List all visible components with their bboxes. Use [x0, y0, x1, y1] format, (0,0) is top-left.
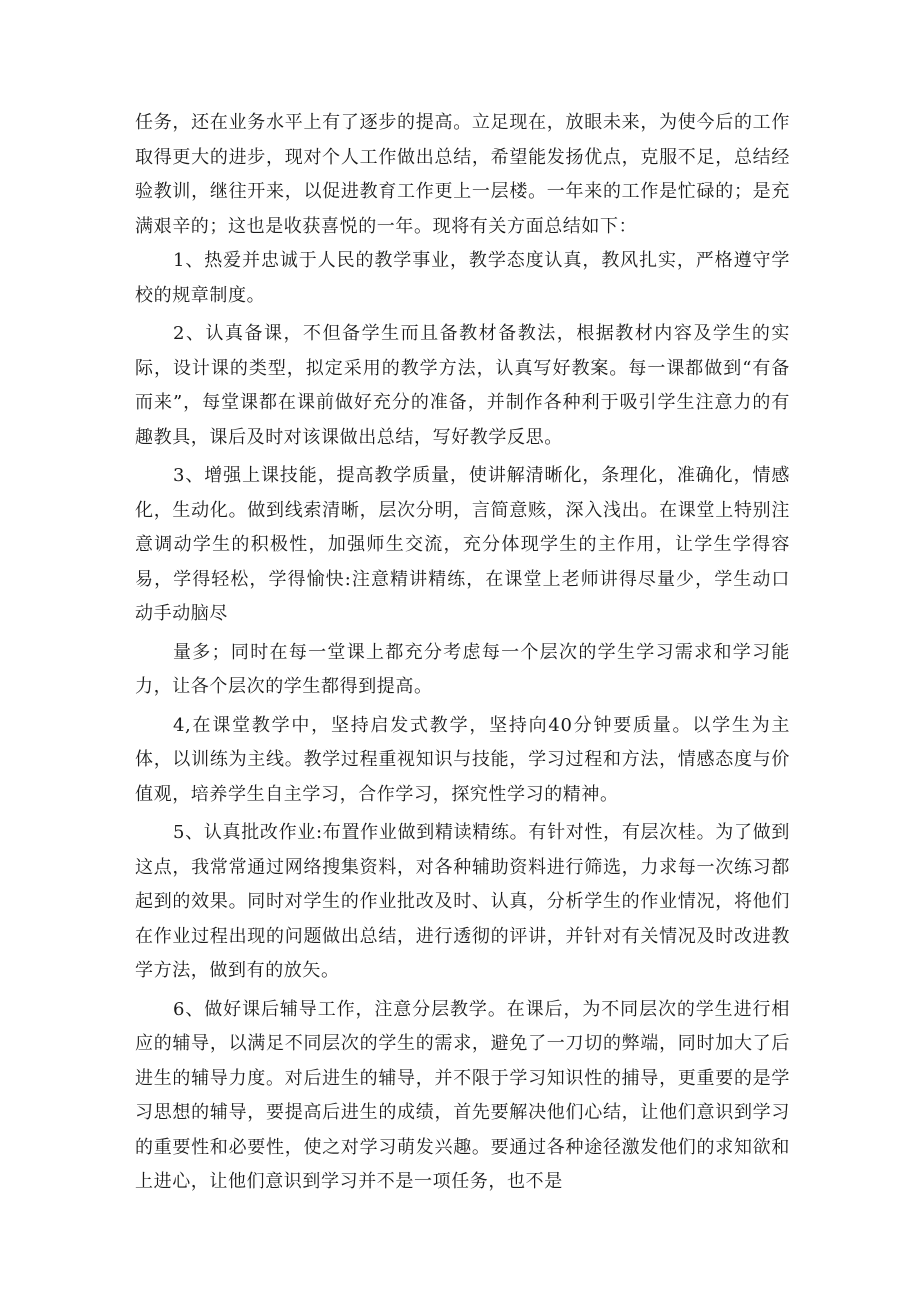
paragraph-item-1: 1、热爱并忠诚于人民的教学事业，教学态度认真，教风扎实，严格遵守学校的规章制度。 [135, 250, 790, 306]
paragraph-intro: 任务，还在业务水平上有了逐步的提高。立足现在，放眼未来，为使今后的工作取得更大的进步，现对个人工作做出总结，希望能发扬优点，克服不足，总结经验教训，继往开来，以促进教育工作更上一层楼。一年来的工作是忙碌的；是充满艰辛的；这也是收获喜悦的一年。现将有关方面总结如下： [135, 112, 790, 237]
document-page [135, 106, 790, 1200]
paragraph-item-3: 3、增强上课技能，提高教学质量，使讲解清晰化，条理化，准确化，情感化，生动化。做到线索清晰，层次分明，言简意赅，深入浅出。在课堂上特别注意调动学生的积极性，加强师生交流，充分体现学生的主作用，让学生学得容易，学得轻松，学得愉快:注意精讲精练，在课堂上老师讲得尽量少，学生动口动手动脑尽 [135, 465, 790, 624]
paragraph-item-6: 6、做好课后辅导工作，注意分层教学。在课后，为不同层次的学生进行相应的辅导，以满足不同层次的学生的需求，避免了一刀切的弊端，同时加大了后进生的辅导力度。对后进生的辅导，并不限于学习知识性的捕导，更重要的是学习思想的辅导，要提高后进生的成绩，首先要解决他们心结，让他们意识到学习的重要性和必要性，使之对学习萌发兴趣。要通过各种途径激发他们的求知欲和上进心，让他们意识到学习并不是一项任务，也不是 [135, 998, 790, 1192]
paragraph-item-2: 2、认真备课，不但备学生而且备教材备教法，根据教材内容及学生的实际，设计课的类型，拟定采用的教学方法，认真写好教案。每一课都做到“有备而来”，每堂课都在课前做好充分的准备，并制作各种利于吸引学生注意力的有趣教具，课后及时对该课做出总结，写好教学反思。 [135, 323, 790, 448]
paragraph-item-3-continued: 量多；同时在每一堂课上都充分考虑每一个层次的学生学习需求和学习能力，让各个层次的学生都得到提高。 [135, 641, 790, 697]
paragraph-item-4: 4,在课堂教学中，坚持启发式教学，坚持向40分钟要质量。以学生为主体，以训练为主线。教学过程重视知识与技能，学习过程和方法，情感态度与价值观，培养学生自主学习，合作学习，探究性学习的精神。 [135, 714, 790, 805]
paragraph-item-5: 5、认真批改作业:布置作业做到精读精练。有针对性，有层次桂。为了做到这点，我常常通过网络搜集资料，对各种辅助资料进行筛选，力求每一次练习都起到的效果。同时对学生的作业批改及时、认真，分析学生的作业情况，将他们在作业过程出现的问题做出总结，进行透彻的评讲，并针对有关情况及时改进教学方法，做到有的放矢。 [135, 822, 790, 981]
